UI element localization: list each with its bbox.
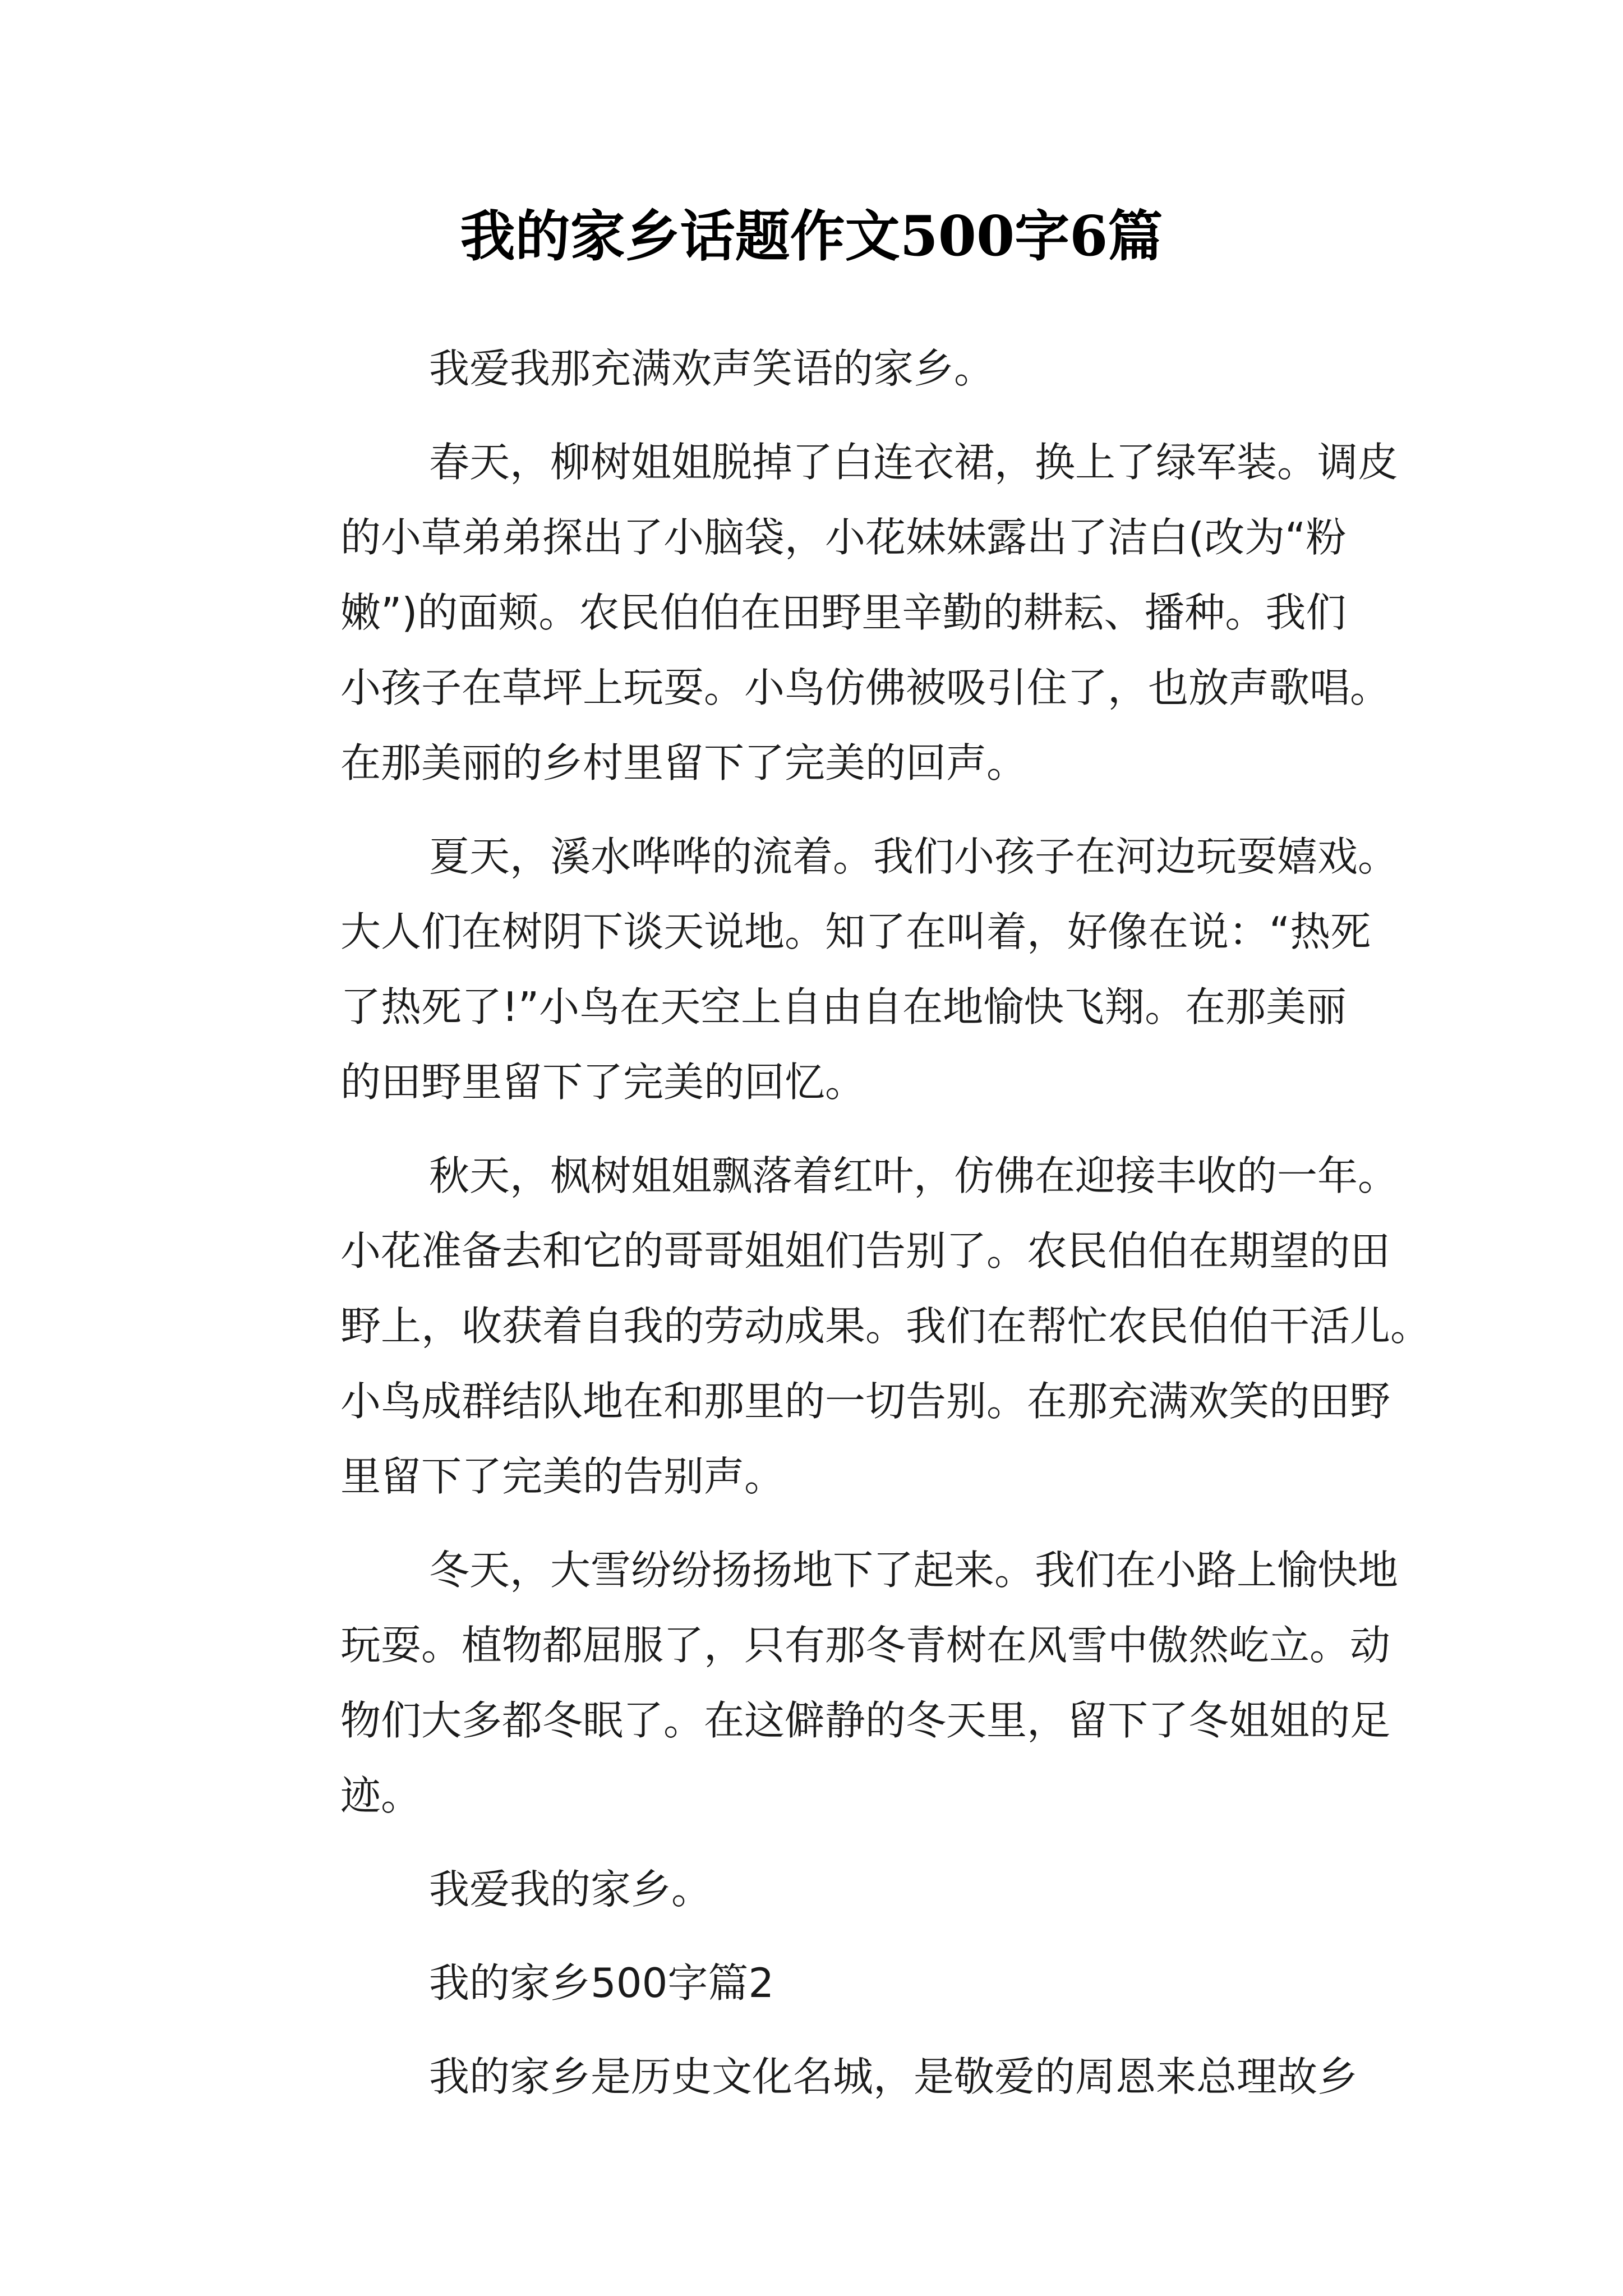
text-line: 玩耍。植物都屈服了，只有那冬青树在风雪中傲然屹立。动 — [340, 1622, 1391, 1669]
text-line: 我爱我那充满欢声笑语的家乡。 — [429, 345, 995, 392]
text-line: 冬天，大雪纷纷扬扬地下了起来。我们在小路上愉快地 — [429, 1547, 1399, 1594]
paragraph — [252, 331, 1384, 406]
paragraph — [252, 2039, 1384, 2114]
text-line: 我的家乡是历史文化名城，是敬爱的周恩来总理故乡 — [429, 2053, 1358, 2100]
text-line: 嫩”)的面颊。农民伯伯在田野里辛勤的耕耘、播种。我们 — [340, 589, 1347, 636]
text-line: 物们大多都冬眠了。在这僻静的冬天里，留下了冬姐姐的足 — [340, 1697, 1391, 1744]
text-line: 迹。 — [340, 1772, 422, 1819]
text-line: 夏天，溪水哗哗的流着。我们小孩子在河边玩耍嬉戏。 — [429, 833, 1399, 880]
paragraph — [252, 1138, 1431, 1514]
text-line: 在那美丽的乡村里留下了完美的回声。 — [340, 739, 1027, 786]
paragraph — [252, 819, 1399, 1120]
text-line: 野上，收获着自我的劳动成果。我们在帮忙农民伯伯干活儿。 — [340, 1303, 1431, 1350]
paragraph — [252, 425, 1399, 800]
text-line: 大人们在树阴下谈天说地。知了在叫着，好像在说：“热死 — [340, 908, 1371, 955]
text-line: 小花准备去和它的哥哥姐姐们告别了。农民伯伯在期望的田 — [340, 1227, 1391, 1274]
document-title: 我的家乡话题作文500字6篇 — [460, 204, 1163, 269]
paragraph — [252, 1852, 1384, 1927]
section-heading — [252, 1945, 1384, 2021]
text-line: 小鸟成群结队地在和那里的一切告别。在那充满欢笑的田野 — [340, 1378, 1391, 1425]
paragraph — [252, 1533, 1399, 1833]
text-line: 里留下了完美的告别声。 — [340, 1453, 785, 1500]
text-line: 的小草弟弟探出了小脑袋，小花妹妹露出了洁白(改为“粉 — [340, 514, 1347, 561]
text-line: 了热死了!”小鸟在天空上自由自在地愉快飞翔。在那美丽 — [340, 983, 1347, 1030]
text-line: 我爱我的家乡。 — [429, 1866, 712, 1913]
text-line: 的田野里留下了完美的回忆。 — [340, 1059, 866, 1106]
text-line: 春天，柳树姐姐脱掉了白连衣裙，换上了绿军装。调皮 — [429, 439, 1399, 486]
text-line: 我的家乡500字篇2 — [429, 1959, 774, 2007]
text-line: 秋天，枫树姐姐飘落着红叶，仿佛在迎接丰收的一年。 — [429, 1152, 1399, 1199]
document-body — [252, 331, 1431, 2114]
text-line: 小孩子在草坪上玩耍。小鸟仿佛被吸引住了，也放声歌唱。 — [340, 664, 1391, 711]
